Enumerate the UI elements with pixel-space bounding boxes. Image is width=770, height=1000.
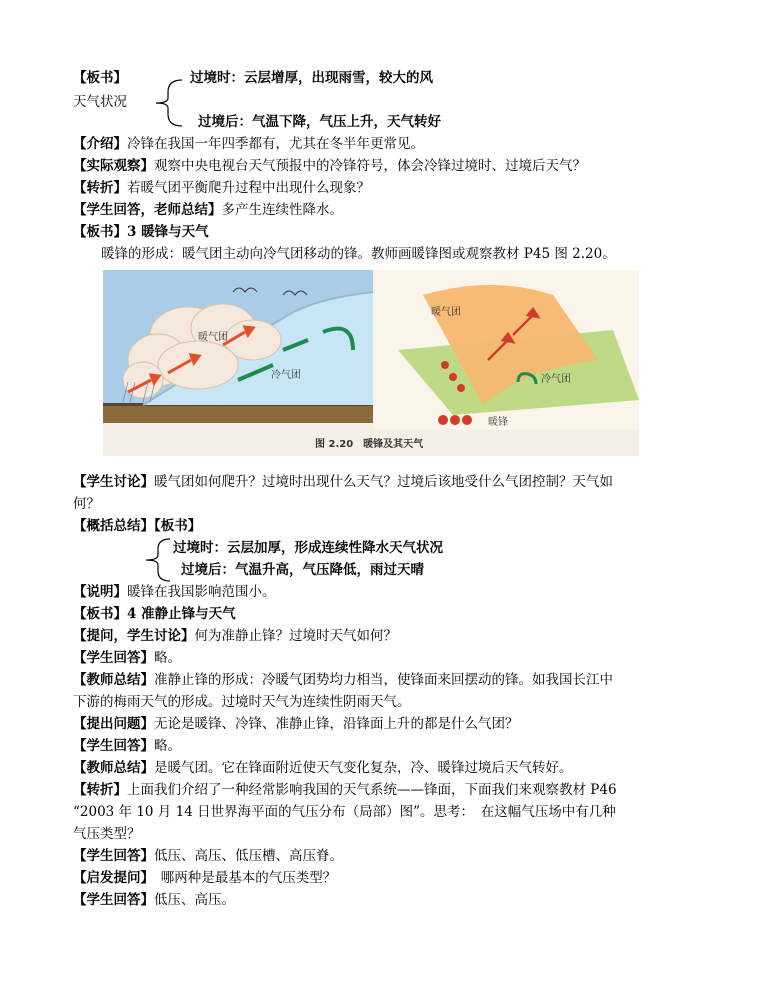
answer-paragraph-2: 【学生回答】略。 xyxy=(73,650,181,666)
board1-subject: 天气状况 xyxy=(73,94,127,110)
discussion-continuation: 何？ xyxy=(73,496,100,512)
answer-paragraph-4: 【学生回答】低压、高压、低压槽、高压脊。 xyxy=(73,848,343,864)
warm-air-label-right: 暖气团 xyxy=(431,307,461,318)
figure-caption: 图 2.20 暖锋及其天气 xyxy=(315,439,424,450)
summary-heading: 【概括总结】【板书】 xyxy=(73,518,202,534)
cold-air-label: 冷气团 xyxy=(271,370,301,381)
transition-paragraph: 【转折】若暖气团平衡爬升过程中出现什么现象？ xyxy=(73,180,370,196)
transition-paragraph-2: 【转折】上面我们介绍了一种经常影响我国的天气系统——锋面，下面我们来观察教材 P46 xyxy=(73,782,617,798)
answer-paragraph: 【学生回答，老师总结】多产生连续性降水。 xyxy=(73,202,343,218)
board1-item1: 过境时：云层增厚，出现雨雪，较大的风 xyxy=(190,70,433,86)
board2-item1: 过境时：云层加厚，形成连续性降水天气状况 xyxy=(173,540,443,556)
board1-tag: 【板书】 xyxy=(73,70,127,86)
answer-paragraph-5: 【学生回答】低压、高压。 xyxy=(73,892,235,908)
warm-air-label: 暖气团 xyxy=(198,332,228,343)
board2-item2: 过境后：气温升高，气压降低，雨过天晴 xyxy=(181,562,424,578)
intro-paragraph: 【介绍】冷锋在我国一年四季都有，尤其在冬半年更常见。 xyxy=(73,136,424,152)
transition-paragraph-2-cont1: “2003 年 10 月 14 日世界海平面的气压分布（局部）图”。思考： 在这幅气压场中有几种 xyxy=(73,804,616,820)
raise-question-paragraph: 【提出问题】无论是暖锋、冷锋、准静止锋，沿锋面上升的都是什么气团？ xyxy=(73,716,519,732)
cold-air-label-right: 冷气团 xyxy=(541,374,571,385)
observe-paragraph: 【实际观察】观察中央电视台天气预报中的冷锋符号，体会冷锋过境时、过境后天气？ xyxy=(73,158,586,174)
question-paragraph: 【提问，学生讨论】何为准静止锋？过境时天气如何？ xyxy=(73,628,397,644)
section-heading-stationary-front: 【板书】4 准静止锋与天气 xyxy=(73,606,236,622)
teacher-summary-1: 【教师总结】准静止锋的形成：冷暖气团势均力相当，使锋面来回摆动的锋。如我国长江中 xyxy=(73,672,613,688)
warm-front-label: 暖锋 xyxy=(488,417,508,428)
teacher-summary-2: 【教师总结】是暖气团。它在锋面附近使天气变化复杂，冷、暖锋过境后天气转好。 xyxy=(73,760,573,776)
warm-front-figure xyxy=(103,270,639,456)
brace-icon xyxy=(148,78,188,128)
section-heading-warm-front: 【板书】3 暖锋与天气 xyxy=(73,224,209,240)
note-paragraph: 【说明】暖锋在我国影响范围小。 xyxy=(73,584,276,600)
warm-front-definition: 暖锋的形成：暖气团主动向冷气团移动的锋。教师画暖锋图或观察教材 P45 图 2.20。 xyxy=(101,246,616,262)
discussion-paragraph: 【学生讨论】暖气团如何爬升？过境时出现什么天气？过境后该地受什么气团控制？天气如 xyxy=(73,474,613,490)
prompt-question-paragraph: 【启发提问】 哪两种是最基本的气压类型？ xyxy=(73,870,337,886)
board1-item2: 过境后：气温下降，气压上升，天气转好 xyxy=(198,114,441,130)
brace-icon xyxy=(138,537,178,583)
answer-paragraph-3: 【学生回答】略。 xyxy=(73,738,181,754)
teacher-summary-1-cont: 下游的梅雨天气的形成。过境时天气为连续性阴雨天气。 xyxy=(73,694,411,710)
transition-paragraph-2-cont2: 气压类型？ xyxy=(73,826,141,842)
